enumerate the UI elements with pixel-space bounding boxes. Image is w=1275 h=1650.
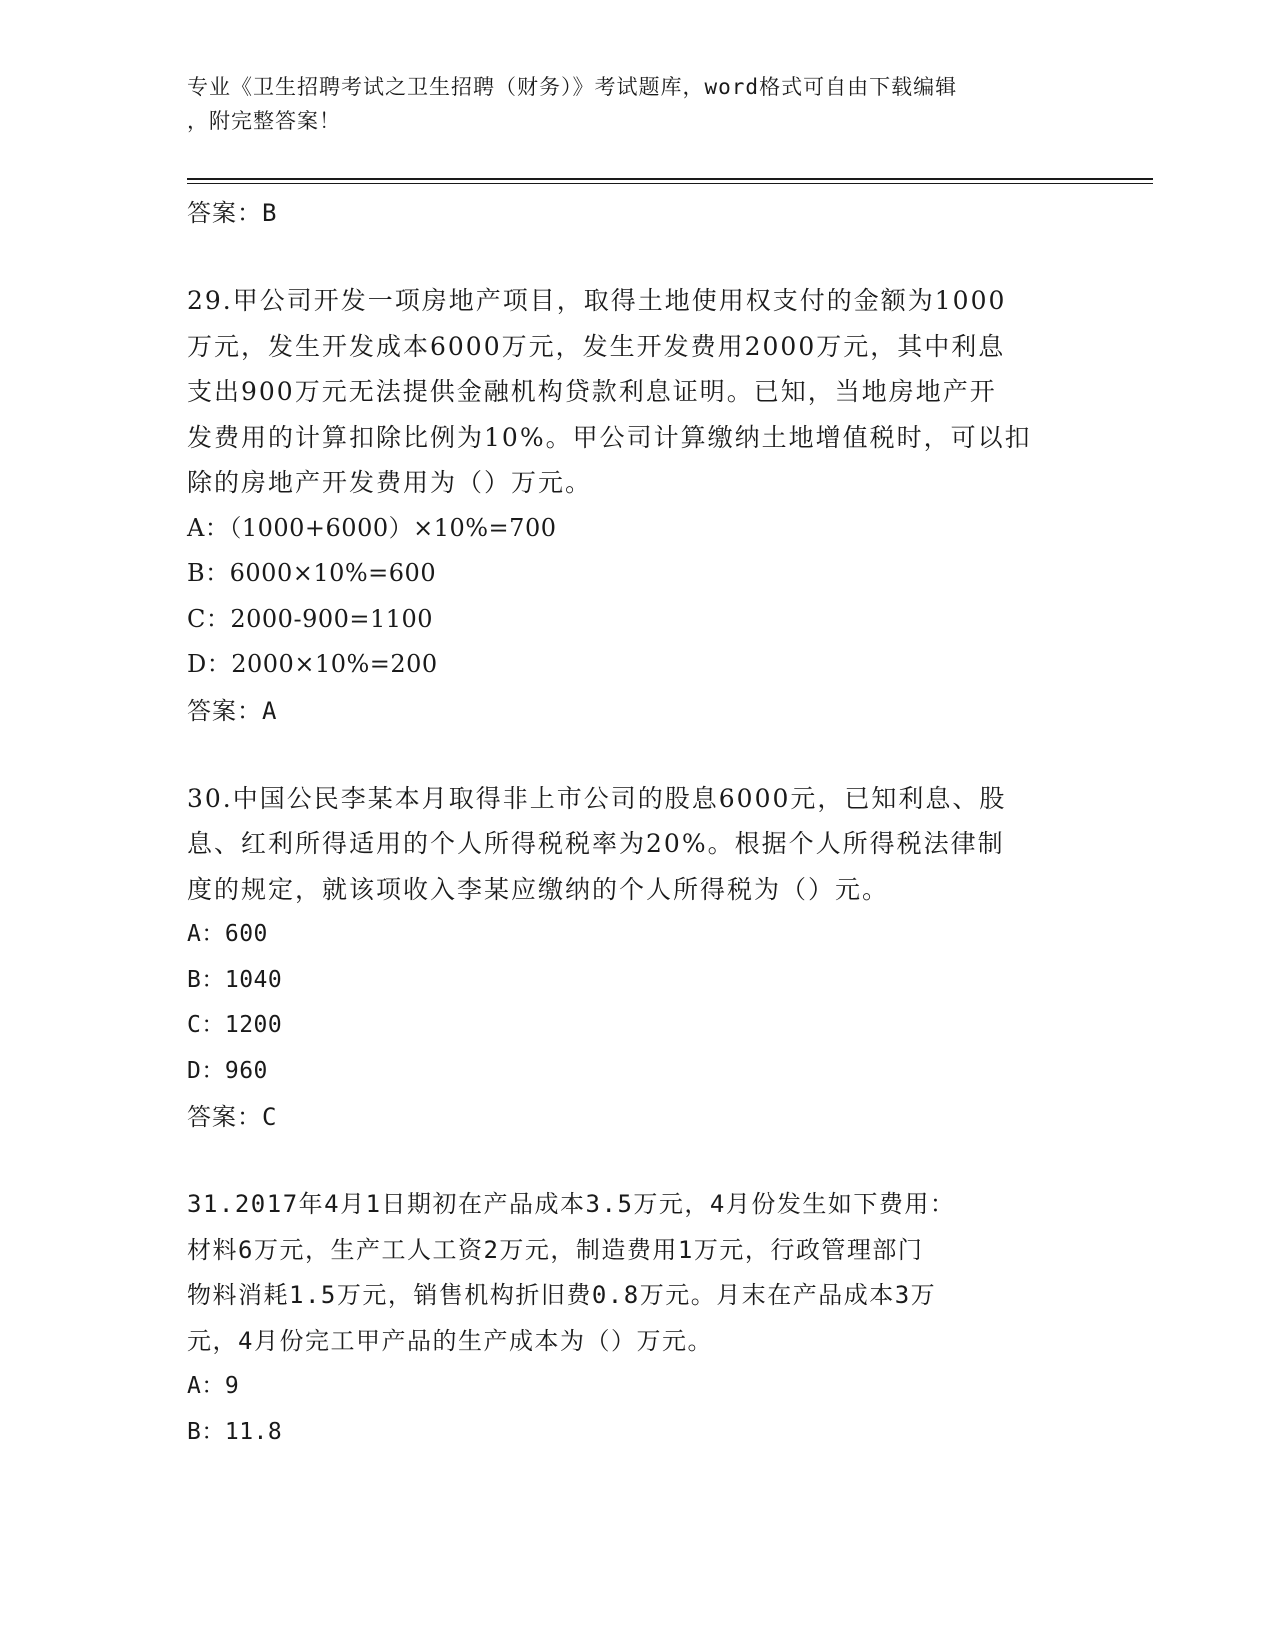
option-separator: ：: [201, 921, 225, 947]
option-letter: D: [187, 1057, 202, 1084]
option-b: [187, 551, 1087, 597]
option-separator: ：: [201, 1418, 225, 1445]
option-separator: ：: [201, 966, 225, 993]
option-letter: C: [187, 604, 206, 633]
header-rule-thin: [187, 183, 1153, 184]
option-separator: ：: [205, 559, 230, 587]
option-separator: ：: [206, 650, 232, 678]
question-text-line: 支出900万元无法提供金融机构贷款利息证明。已知，当地房地产开: [187, 377, 997, 406]
question-30: [187, 776, 1087, 1141]
option-b: [187, 1410, 1087, 1456]
question-text-line: 物料消耗1.5万元，销售机构折旧费0.8万元。月末在产品成本3万: [187, 1281, 937, 1309]
option-a: [187, 912, 1087, 958]
document-header: [187, 70, 1067, 138]
spacer: [187, 236, 1087, 278]
option-a: [187, 506, 1087, 552]
question-text-line: 息、红利所得适用的个人所得税税率为20%。根据个人所得税法律制: [187, 829, 1005, 858]
spacer: [187, 1140, 1087, 1182]
question-text-line: 29.甲公司开发一项房地产项目，取得土地使用权支付的金额为1000: [187, 286, 1007, 315]
option-text: 6000×10%=600: [229, 559, 437, 587]
question-text-line: 发费用的计算扣除比例为10%。甲公司计算缴纳土地增值税时，可以扣: [187, 422, 1032, 452]
option-text: 2000×10%=200: [231, 650, 438, 678]
question-text-line: 除的房地产开发费用为（）万元。: [187, 468, 593, 497]
option-text: 9: [224, 1373, 240, 1399]
option-letter: B: [187, 559, 206, 587]
document-body: [187, 190, 1087, 1455]
option-a: [187, 1364, 1087, 1410]
question-31: [187, 1182, 1087, 1455]
option-text: 2000-900=1100: [230, 604, 434, 633]
option-c: [187, 597, 1087, 643]
option-d: [187, 1049, 1087, 1095]
question-text-line: 材料6万元，生产工人工资2万元，制造费用1万元，行政管理部门: [187, 1235, 924, 1264]
option-letter: B: [187, 966, 202, 993]
option-c: [187, 1003, 1087, 1049]
option-separator: ：: [204, 513, 230, 542]
option-separator: ：: [205, 604, 231, 633]
question-text-line: 31.2017年4月1日期初在产品成本3.5万元，4月份发生如下费用：: [187, 1190, 956, 1218]
question-text-line: 30.中国公民李某本月取得非上市公司的股息6000元，已知利息、股: [187, 783, 1007, 813]
previous-answer: 答案：B: [187, 199, 278, 227]
option-text: 1200: [224, 1012, 283, 1038]
option-text: （1000+6000）×10%=700: [229, 513, 557, 542]
header-line-1: 专业《卫生招聘考试之卫生招聘（财务）》考试题库，word格式可自由下载编辑: [187, 75, 958, 99]
option-letter: A: [187, 921, 202, 947]
option-letter: B: [187, 1418, 202, 1445]
option-text: 960: [224, 1057, 268, 1084]
spacer: [187, 734, 1087, 776]
option-letter: A: [187, 1373, 202, 1399]
header-rule: [187, 178, 1153, 180]
option-b: [187, 958, 1087, 1004]
option-text: 11.8: [224, 1418, 283, 1445]
answer-line: 答案：C: [187, 1103, 278, 1131]
option-letter: C: [187, 1012, 202, 1038]
option-d: [187, 642, 1087, 688]
question-text-line: 元，4月份完工甲产品的生产成本为（）万元。: [187, 1326, 713, 1355]
option-separator: ：: [201, 1012, 225, 1038]
option-letter: D: [187, 650, 207, 678]
question-text-line: 万元，发生开发成本6000万元，发生开发费用2000万元，其中利息: [187, 331, 1006, 361]
answer-line: 答案：A: [187, 696, 278, 725]
option-separator: ：: [201, 1373, 225, 1399]
question-29: [187, 278, 1087, 734]
option-text: 600: [224, 921, 268, 947]
question-text: [187, 278, 1087, 506]
question-text: [187, 776, 1087, 913]
option-letter: A: [187, 513, 205, 542]
option-separator: ：: [201, 1057, 225, 1084]
question-text: [187, 1182, 1087, 1364]
option-text: 1040: [224, 966, 283, 993]
header-line-2: ，附完整答案！: [187, 109, 341, 133]
question-text-line: 度的规定，就该项收入李某应缴纳的个人所得税为（）元。: [187, 874, 890, 904]
